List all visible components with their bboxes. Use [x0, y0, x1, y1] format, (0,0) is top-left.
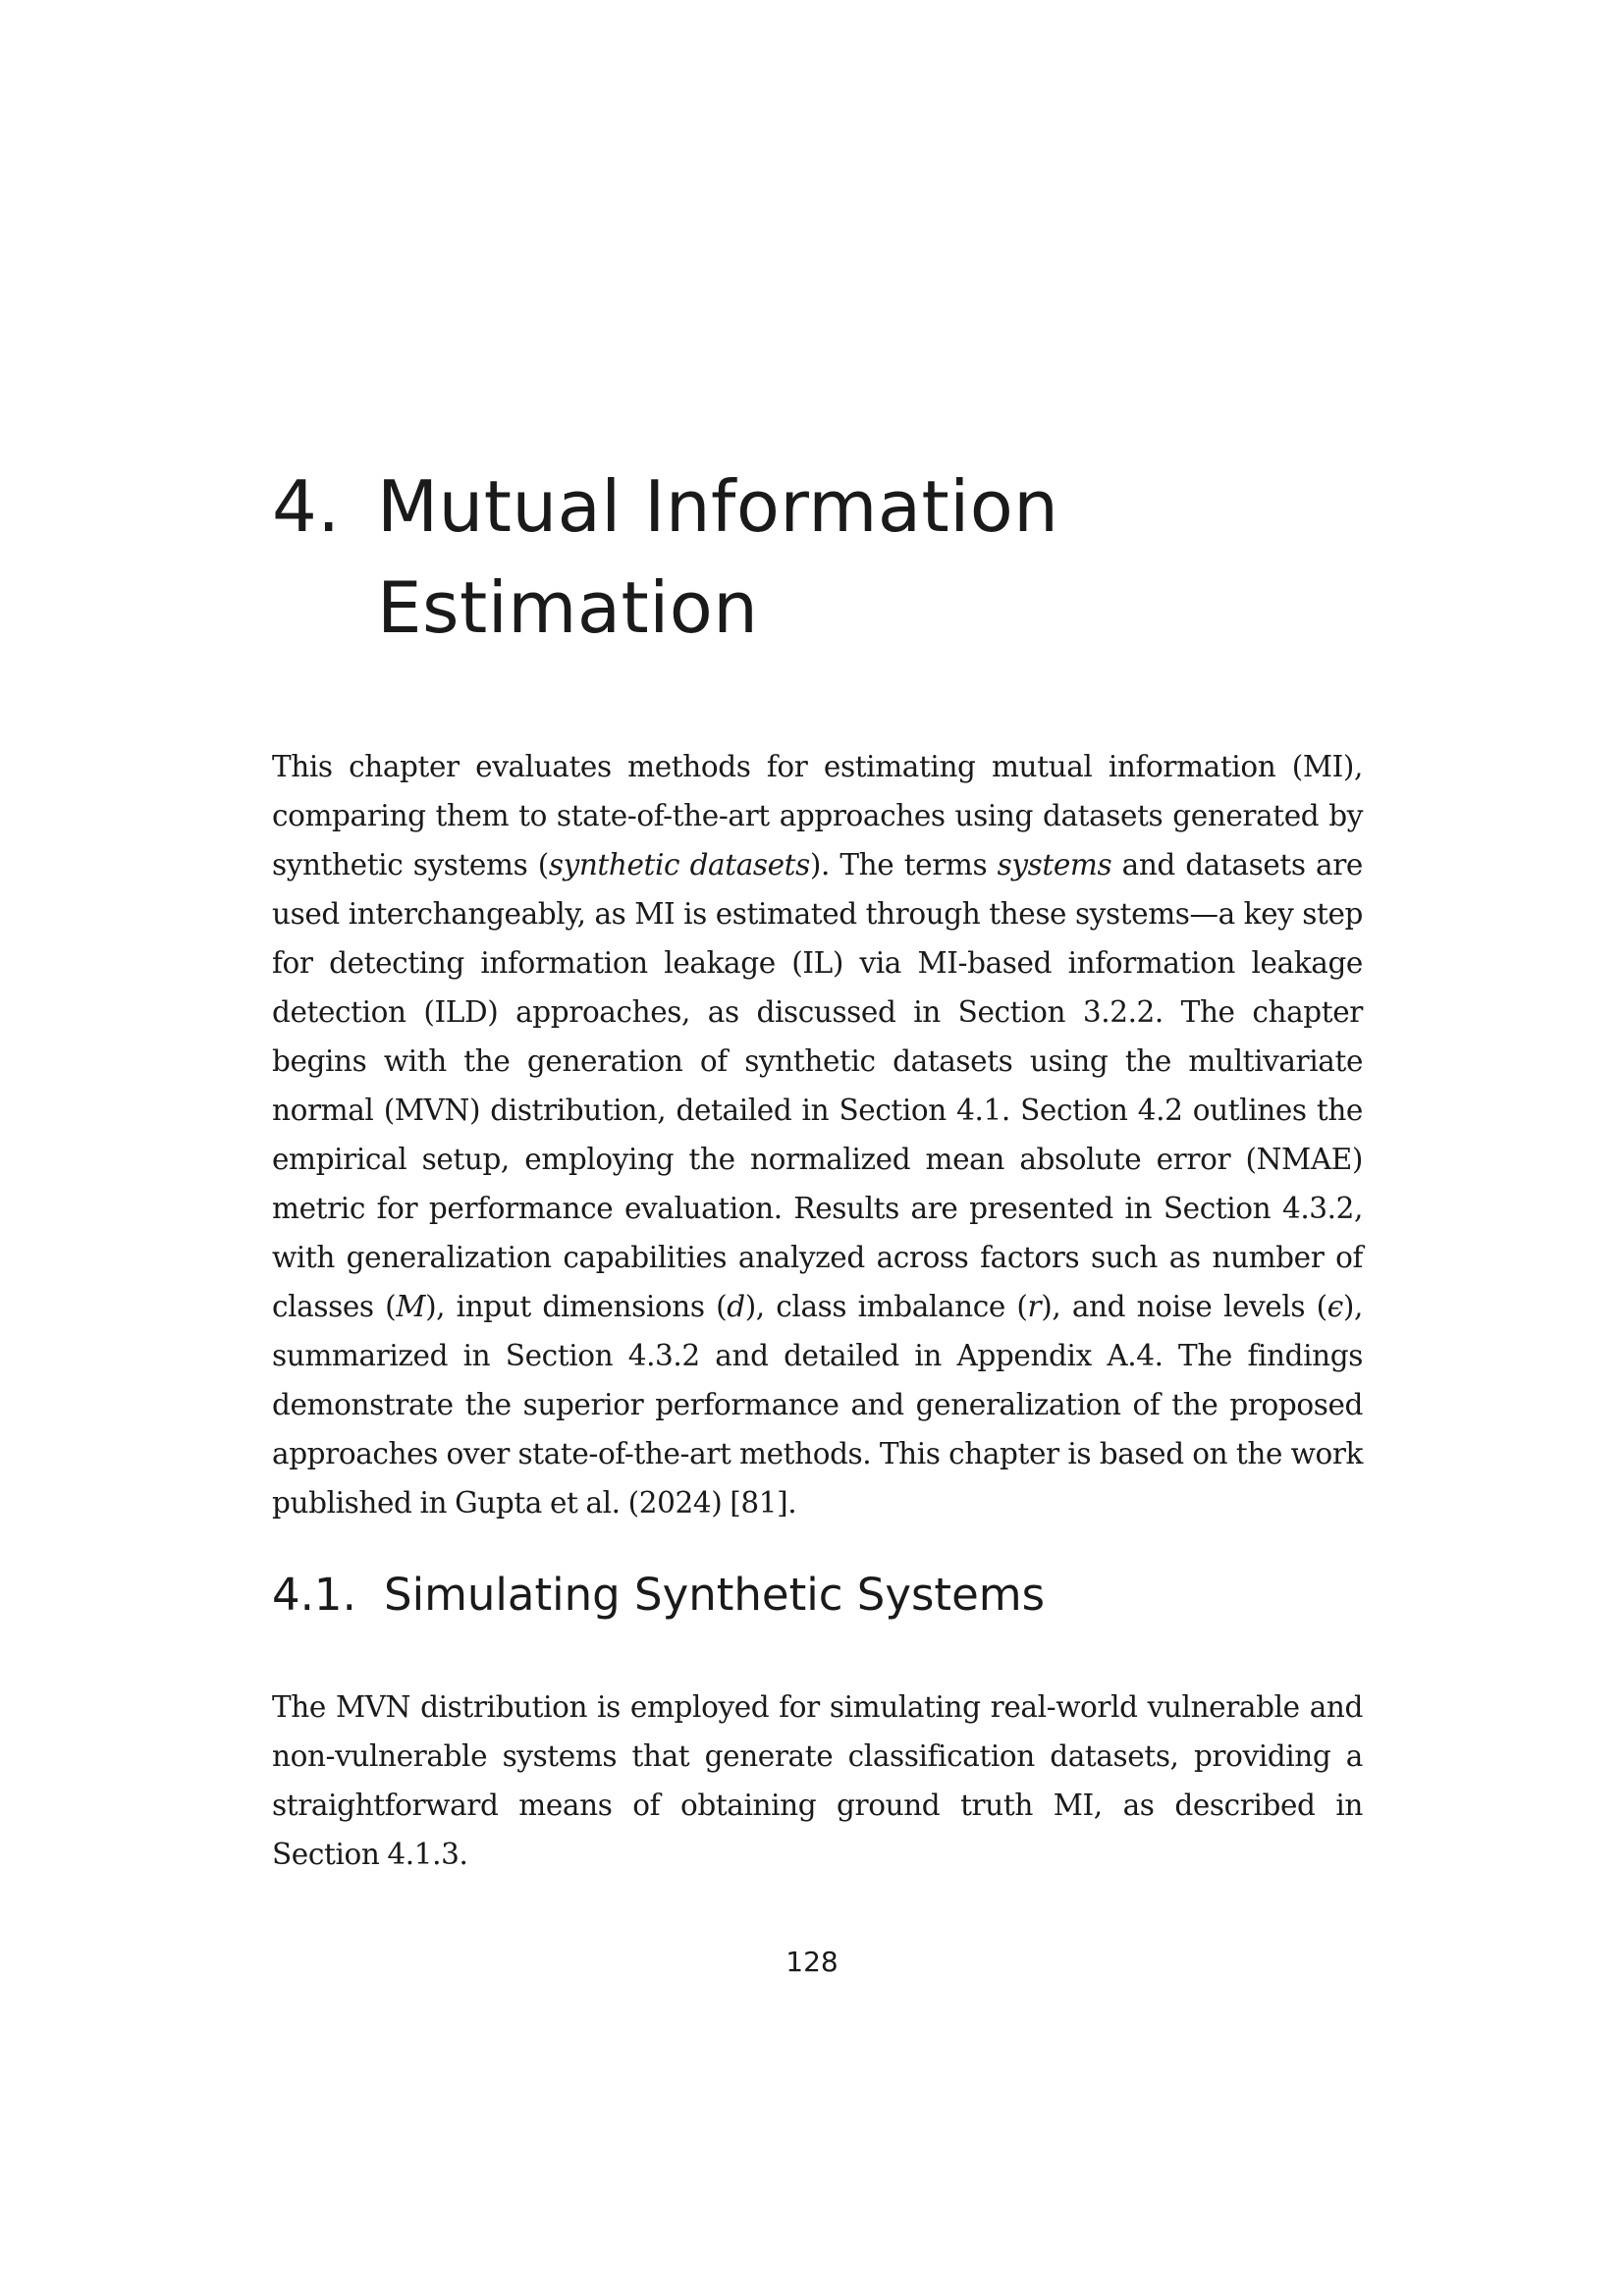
- intro-text-7: ), summarized in Section 4.3.2 and detailed in Appendix A.4. The findings demonstrate the superior performance and generalization of the proposed approaches over state-of-the-art methods. This chapter is based on the work published in Gupta et al. (2024) [81].: [272, 1290, 1363, 1520]
- intro-italic-synthetic-datasets: synthetic datasets: [548, 848, 810, 881]
- section-heading: [272, 1566, 1045, 1625]
- chapter-number: 4.: [272, 465, 341, 548]
- math-var-d: d: [727, 1290, 745, 1323]
- intro-text-1: This chapter evaluates methods for estimating mutual information (MI), comparing them to state-of-the-art approaches using datasets generated by synthetic systems (: [272, 750, 1363, 881]
- intro-text-6: ), and noise levels (: [1041, 1290, 1327, 1323]
- math-var-epsilon: ϵ: [1326, 1290, 1343, 1323]
- intro-text-3: and datasets are used interchangeably, as MI is estimated through these systems—a key step for detecting information leakage (IL) via MI-based information leakage detection (ILD) approaches, as discussed in Section 3.2.2. The chapter begins with the generation of synthetic datasets using the multivariate normal (MVN) distribution, detailed in Section 4.1. Section 4.2 outlines the empirical setup, employing the normalized mean absolute error (NMAE) metric for performance evaluation. Results are presented in Section 4.3.2, with generalization capabilities analyzed across factors such as number of classes (: [272, 848, 1363, 1323]
- intro-italic-systems: systems: [997, 848, 1112, 881]
- section-title: Simulating Synthetic Systems: [384, 1569, 1046, 1621]
- math-var-r: r: [1027, 1290, 1042, 1323]
- intro-text-2: ). The terms: [809, 848, 998, 881]
- chapter-heading: [272, 456, 1254, 659]
- section-number: 4.1.: [272, 1569, 356, 1621]
- section-paragraph: The MVN distribution is employed for simulating real-world vulnerable and non-vulnerable systems that generate classification datasets, providing a straightforward means of obtaining ground truth MI, as described in Section 4.1.3.: [272, 1690, 1363, 1871]
- intro-text-5: ), class imbalance (: [744, 1290, 1028, 1323]
- intro-text-4: ), input dimensions (: [425, 1290, 728, 1323]
- page-number: 128: [785, 1946, 839, 1978]
- math-var-M: M: [396, 1290, 426, 1323]
- chapter-title: Mutual Information Estimation: [377, 465, 1059, 649]
- intro-paragraph: [272, 742, 1363, 1527]
